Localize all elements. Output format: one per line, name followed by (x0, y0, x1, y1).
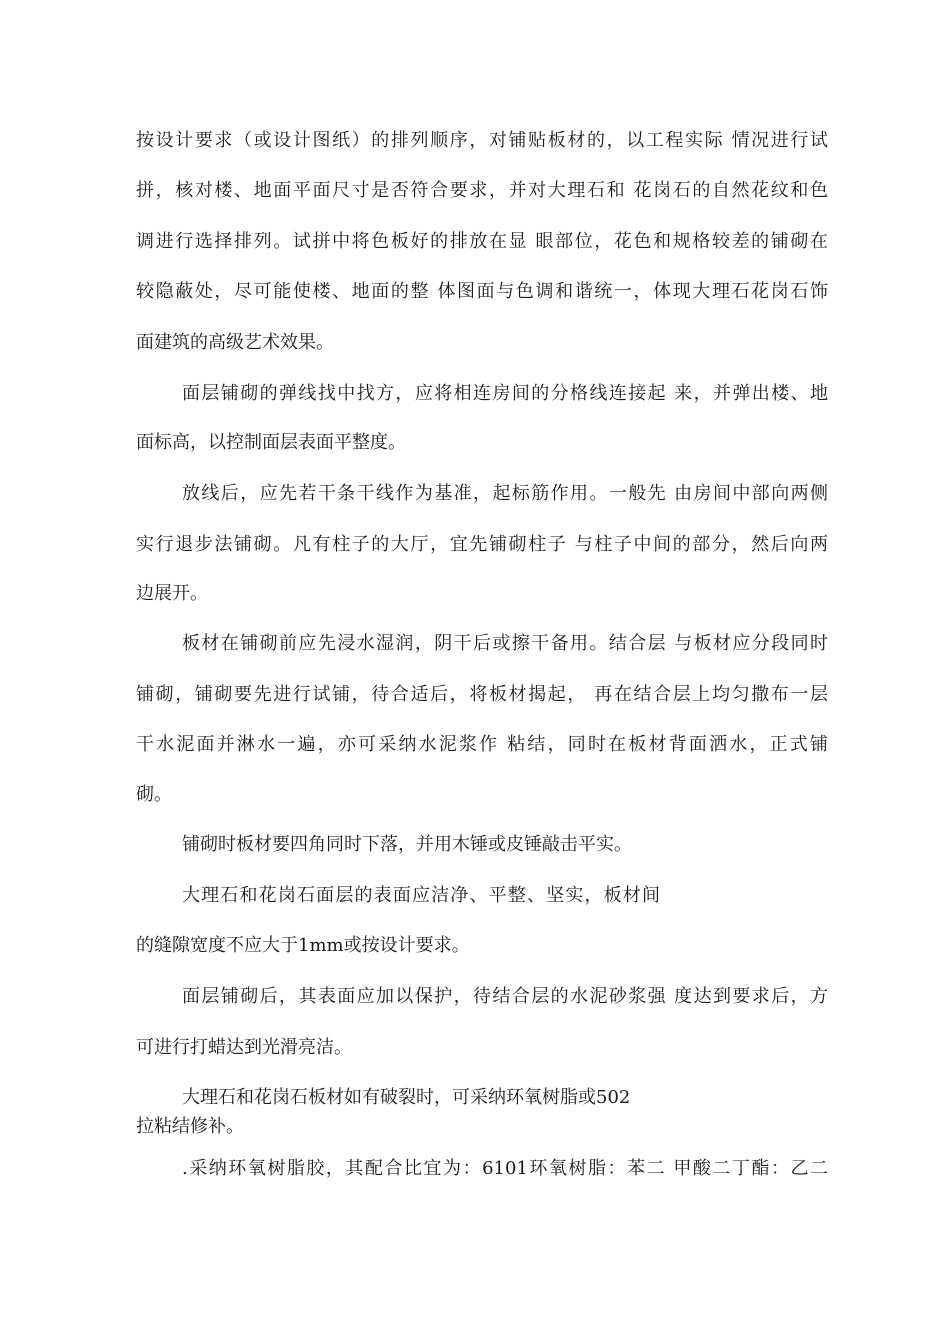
text-line: 铺砌，铺砌要先进行试铺，待合适后，将板材揭起， 再在结合层上均匀撒布一层 (136, 684, 828, 705)
text-line: 大理石和花岗石面层的表面应洁净、平整、坚实，板材间 (182, 885, 660, 906)
text-line: 调进行选择排列。试拼中将色板好的排放在显 眼部位，花色和规格较差的铺砌在 (136, 231, 828, 252)
text-line: 大理石和花岗石板材如有破裂时，可采纳环氧树脂或502 (182, 1087, 631, 1108)
text-line: 铺砌时板材要四角同时下落，并用木锤或皮锤敲击平实。 (182, 834, 632, 855)
text-line: 拼，核对楼、地面平面尺寸是否符合要求，并对大理石和 花岗石的自然花纹和色 (136, 180, 828, 201)
text-line: 放线后，应先若干条干线作为基准，起标筋作用。一般先 由房间中部向两侧 (182, 483, 828, 504)
text-line: 面层铺砌的弹线找中找方，应将相连房间的分格线连接起 来，并弹出楼、地 (182, 383, 828, 404)
text-line: 面标高，以控制面层表面平整度。 (136, 432, 406, 453)
text-line: 砌。 (136, 784, 172, 805)
text-line: 可进行打蜡达到光滑亮洁。 (136, 1037, 352, 1058)
text-line: 干水泥面并淋水一遍，亦可采纳水泥浆作 粘结，同时在板材背面洒水，正式铺 (136, 734, 828, 755)
text-line: 面建筑的高级艺术效果。 (136, 332, 334, 353)
text-line: 拉粘结修补。 (136, 1116, 244, 1137)
text-line: 实行退步法铺砌。凡有柱子的大厅，宜先铺砌柱子 与柱子中间的部分，然后向两 (136, 534, 828, 555)
text-line: 按设计要求（或设计图纸）的排列顺序，对铺贴板材的，以工程实际 情况进行试 (136, 130, 828, 151)
text-line: 面层铺砌后，其表面应加以保护，待结合层的水泥砂浆强 度达到要求后，方 (182, 986, 828, 1007)
text-line: 边展开。 (136, 583, 208, 604)
text-line: 较隐蔽处，尽可能使楼、地面的整 体图面与色调和谐统一，体现大理石花岗石饰 (136, 281, 828, 302)
text-line: 板材在铺砌前应先浸水湿润，阴干后或擦干备用。结合层 与板材应分段同时 (182, 633, 828, 654)
text-line: .采纳环氧树脂胶，其配合比宜为：6101环氧树脂：苯二 甲酸二丁酯：乙二 (182, 1158, 828, 1179)
text-line: 的缝隙宽度不应大于1mm或按设计要求。 (136, 935, 470, 956)
